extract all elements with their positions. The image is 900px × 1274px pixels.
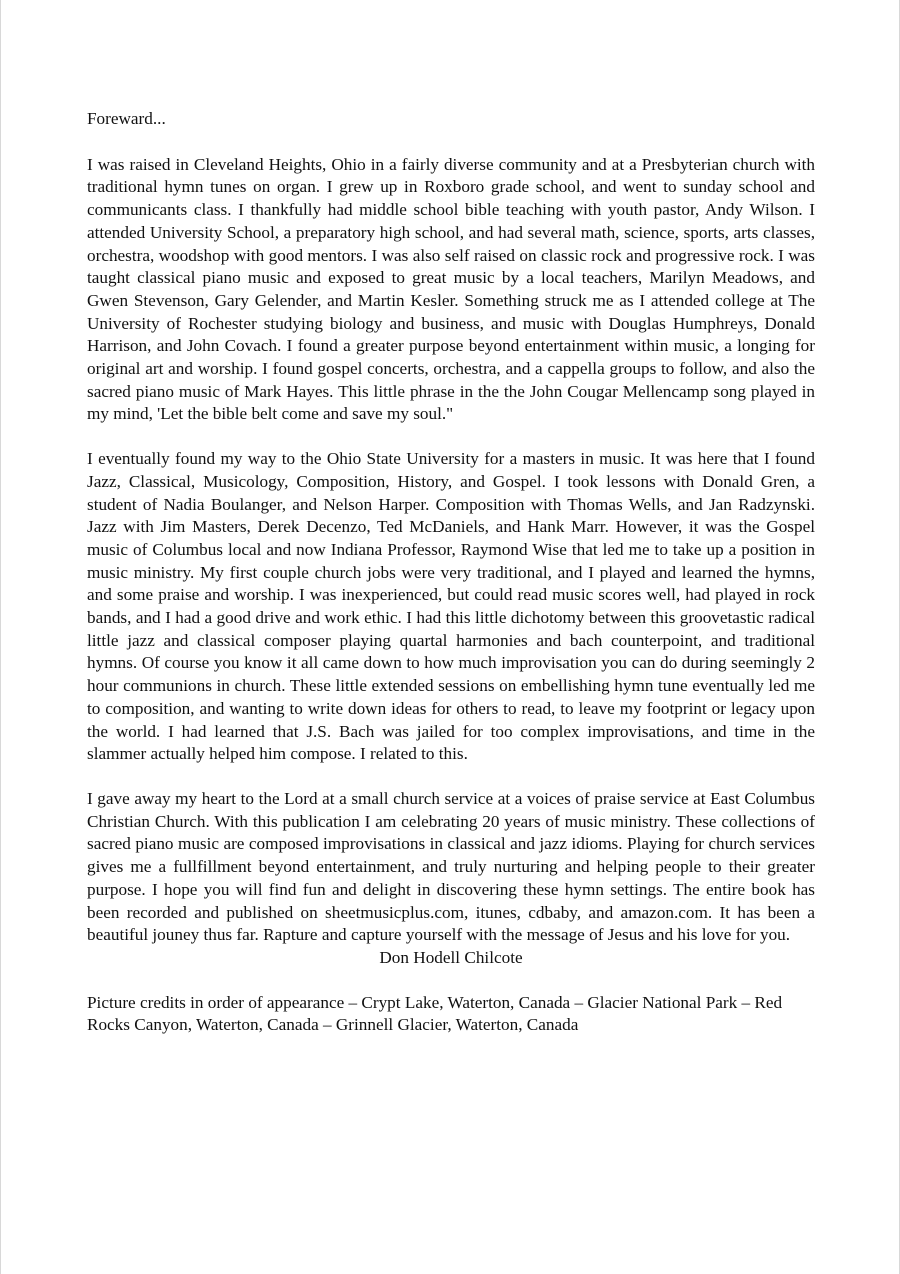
document-page [87,108,815,1037]
paragraph-ohio-state: I eventually found my way to the Ohio State University for a masters in music. It was here that I found Jazz, Classical, Musicology, Composition, History, and Gospel. I took lessons with Donald Gren, a student of Nadia Boulanger, and Nelson Harper. Composition with Thomas Wells, and Jan Radzynski. Jazz with Jim Masters, Derek Decenzo, Ted McDaniels, and Hank Marr. However, it was the Gospel music of Columbus local and now Indiana Professor, Raymond Wise that led me to take up a position in music ministry. My first couple church jobs were very traditional, and I played and learned the hymns, and some praise and worship. I was inexperienced, but could read music scores well, had played in rock bands, and I had a good drive and work ethic. I had this little dichotomy between this groovetastic radical little jazz and classical composer playing quartal harmonies and bach counterpoint, and traditional hymns. Of course you know it all came down to how much improvisation you can do during seemingly 2 hour communions in church. These little extended sessions on embellishing hymn tune eventually led me to composition, and wanting to write down ideas for others to read, to leave my footprint or legacy upon the world. I had learned that J.S. Bach was jailed for too complex improvisations, and time in the slammer actually helped him compose. I related to this. [87,449,815,764]
paragraph-upbringing: I was raised in Cleveland Heights, Ohio in a fairly diverse community and at a Presbyterian church with traditional hymn tunes on organ. I grew up in Roxboro grade school, and went to sunday school and communicants class. I thankfully had middle school bible teaching with youth pastor, Andy Wilson. I attended University School, a preparatory high school, and had several math, science, sports, arts classes, orchestra, woodshop with good mentors. I was also self raised on classic rock and progressive rock. I was taught classical piano music and exposed to great music by a local teachers, Marilyn Meadows, and Gwen Stevenson, Gary Gelender, and Martin Kesler. Something struck me as I attended college at The University of Rochester studying biology and business, and music with Douglas Humphreys, Donald Harrison, and John Covach. I found a greater purpose beyond entertainment within music, a longing for original art and worship. I found gospel concerts, orchestra, and a cappella groups to follow, and also the sacred piano music of Mark Hayes. This little phrase in the the John Cougar Mellencamp song played in my mind, 'Let the bible belt come and save my soul." [87,154,815,424]
author-signature: Don Hodell Chilcote [379,947,523,967]
paragraph-dedication: I gave away my heart to the Lord at a small church service at a voices of praise service at East Columbus Christian Church. With this publication I am celebrating 20 years of music ministry. These collections of sacred piano music are composed improvisations in classical and jazz idioms. Playing for church services gives me a fullfillment beyond entertainment, and truly nurturing and helping people to their greater purpose. I hope you will find fun and delight in discovering these hymn settings. The entire book has been recorded and published on sheetmusicplus.com, itunes, cdbaby, and amazon.com. It has been a beautiful jouney thus far. Rapture and capture yourself with the message of Jesus and his love for you. [87,788,815,945]
picture-credits: Picture credits in order of appearance – Crypt Lake, Waterton, Canada – Glacier National Park – Red Rocks Canyon, Waterton, Canada – Grinnell Glacier, Waterton, Canada [87,992,783,1035]
document-heading: Foreward... [87,109,166,128]
